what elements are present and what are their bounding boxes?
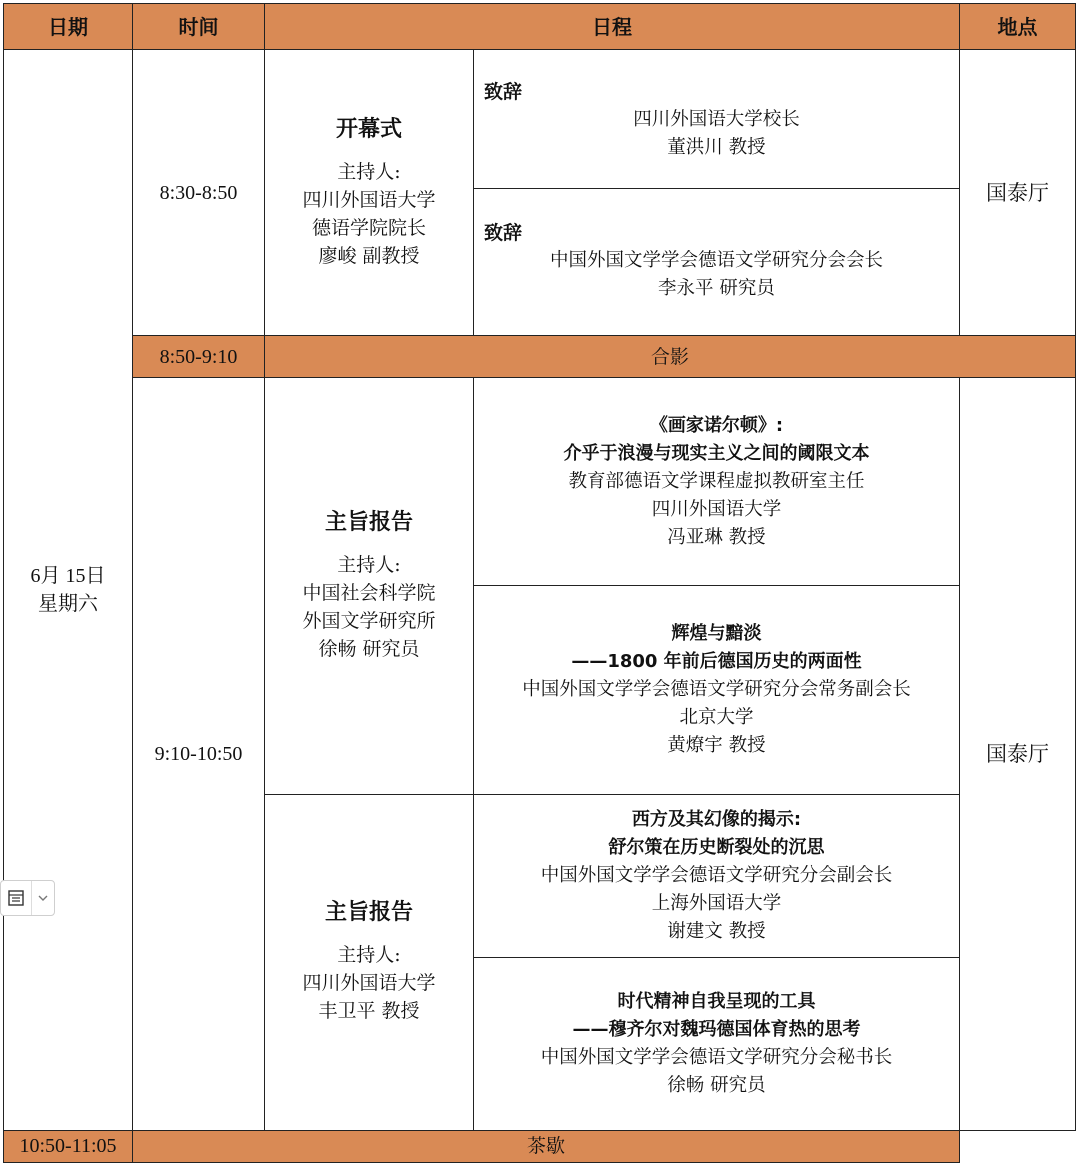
opening-location: 国泰厅 xyxy=(960,50,1076,336)
session-title: 主旨报告 xyxy=(324,509,413,535)
host-label: 主持人: xyxy=(337,944,401,967)
host-line: 中国社会科学院 xyxy=(302,581,436,604)
speech-type: 致辞 xyxy=(484,81,523,104)
keynote-session-1 xyxy=(265,378,474,795)
talk-line: 教育部德语文学课程虚拟教研室主任 xyxy=(568,470,865,492)
talk-title: 辉煌与黯淡 xyxy=(671,623,762,645)
opening-row xyxy=(4,50,1076,189)
talk-line: 北京大学 xyxy=(679,707,754,729)
chevron-down-icon[interactable] xyxy=(32,892,54,904)
opening-host-line: 廖峻 副教授 xyxy=(318,244,420,267)
host-line: 徐畅 研究员 xyxy=(318,637,420,660)
photo-row xyxy=(4,335,1076,377)
talk-title: ——1800 年前后德国历史的两面性 xyxy=(571,651,862,673)
talk-line: 谢建文 教授 xyxy=(667,920,766,942)
talk-line: 上海外国语大学 xyxy=(651,892,782,914)
opening-speech-2 xyxy=(474,189,960,336)
opening-host-label: 主持人: xyxy=(337,160,401,183)
table-layout-icon[interactable] xyxy=(1,881,32,915)
talk-line: 中国外国文学学会德语文学研究分会秘书长 xyxy=(540,1046,893,1068)
talk-title: 介乎于浪漫与现实主义之间的阈限文本 xyxy=(563,442,870,464)
date-cell xyxy=(4,50,133,1130)
host-label: 主持人: xyxy=(337,553,401,576)
host-line: 四川外国语大学 xyxy=(302,972,436,995)
talk-line: 四川外国语大学 xyxy=(651,498,782,520)
opening-host-line: 四川外国语大学 xyxy=(302,188,436,211)
photo-time: 8:50-9:10 xyxy=(133,335,265,377)
talk-cell xyxy=(474,794,960,957)
talk-line: 徐畅 研究员 xyxy=(667,1074,766,1096)
speech-line: 李永平 研究员 xyxy=(658,278,775,300)
speech-type: 致辞 xyxy=(484,222,523,245)
opening-title: 开幕式 xyxy=(335,116,402,142)
speech-line: 中国外国文学学会德语文学研究分会会长 xyxy=(549,250,883,272)
opening-host-line: 德语学院院长 xyxy=(311,216,426,239)
tea-time: 10:50-11:05 xyxy=(4,1130,133,1162)
keynote-session-2 xyxy=(265,794,474,1130)
talk-title: 西方及其幻像的揭示: xyxy=(631,808,802,830)
talk-line: 冯亚琳 教授 xyxy=(667,526,766,548)
photo-label: 合影 xyxy=(265,335,1076,377)
talk-line: 中国外国文学学会德语文学研究分会常务副会长 xyxy=(522,679,911,701)
talk-title: 《画家诺尔顿》: xyxy=(649,414,784,436)
host-line: 丰卫平 教授 xyxy=(318,1000,420,1023)
header-time: 时间 xyxy=(133,4,265,50)
schedule-table xyxy=(3,3,1076,1163)
session-title: 主旨报告 xyxy=(324,900,413,926)
speech-line: 四川外国语大学校长 xyxy=(633,109,800,131)
talk-title: 时代精神自我呈现的工具 xyxy=(617,990,816,1012)
keynote-time: 9:10-10:50 xyxy=(133,378,265,1131)
header-location: 地点 xyxy=(960,4,1076,50)
talk-cell xyxy=(474,586,960,794)
opening-time: 8:30-8:50 xyxy=(133,50,265,336)
date-day: 6月 15日 xyxy=(30,565,106,587)
host-line: 外国文学研究所 xyxy=(302,609,436,632)
talk-cell xyxy=(474,378,960,586)
opening-speech-1 xyxy=(474,50,960,189)
keynote-location: 国泰厅 xyxy=(960,378,1076,1131)
tea-row xyxy=(4,1130,1076,1162)
talk-line: 中国外国文学学会德语文学研究分会副会长 xyxy=(540,864,893,886)
tea-label: 茶歇 xyxy=(133,1130,960,1162)
table-toolbar-widget[interactable] xyxy=(0,880,55,916)
talk-cell xyxy=(474,957,960,1130)
header-date: 日期 xyxy=(4,4,133,50)
opening-session-cell xyxy=(265,50,474,336)
date-weekday: 星期六 xyxy=(38,593,98,615)
talk-line: 黄燎宇 教授 xyxy=(667,735,766,757)
header-row xyxy=(4,4,1076,50)
speech-line: 董洪川 教授 xyxy=(667,137,766,159)
talk-title: 舒尔策在历史断裂处的沉思 xyxy=(608,836,825,858)
talk-title: ——穆齐尔对魏玛德国体育热的思考 xyxy=(572,1018,861,1040)
header-schedule: 日程 xyxy=(265,4,960,50)
keynote-row-1 xyxy=(4,378,1076,586)
